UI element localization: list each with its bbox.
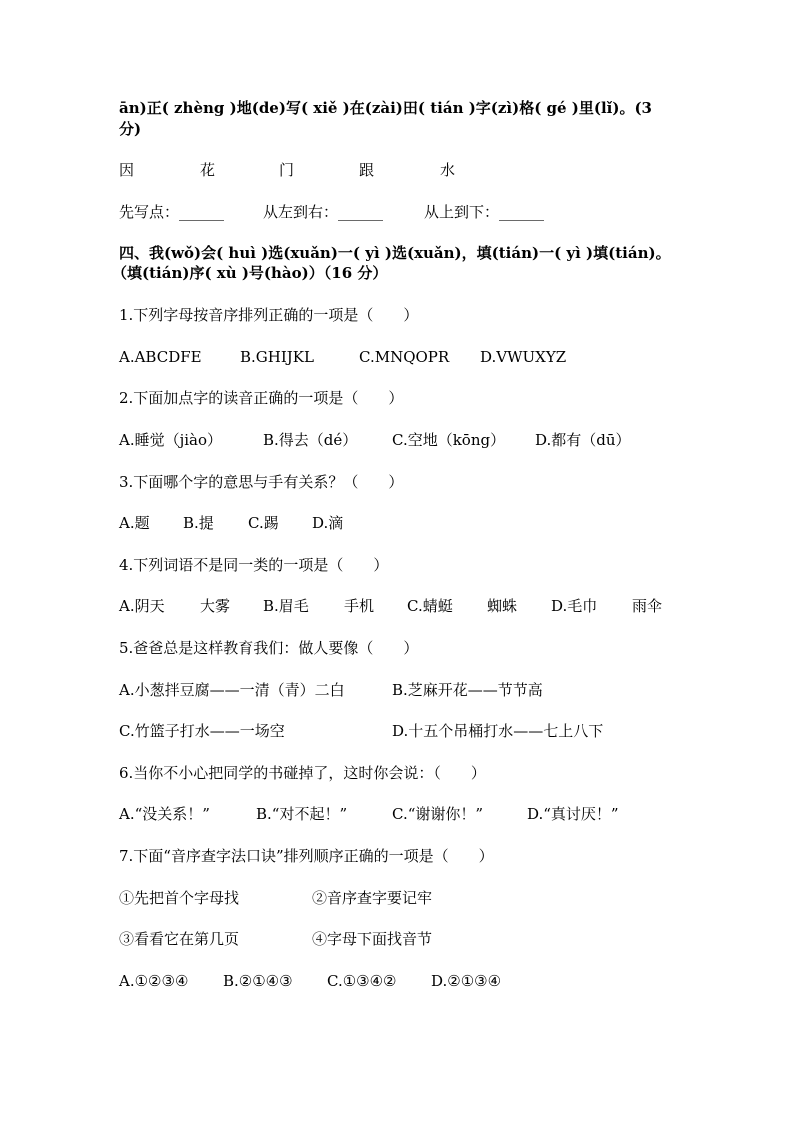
rhyme-item: ③看看它在第几页 bbox=[119, 930, 240, 948]
option-b: B.得去（dé） bbox=[263, 431, 358, 449]
character-item: 因 bbox=[119, 161, 135, 179]
question-1-stem: 1.下列字母按音序排列正确的一项是（ ） bbox=[119, 306, 419, 324]
option-c: C.空地（kōng） bbox=[392, 431, 506, 449]
question-6-stem: 6.当你不小心把同学的书碰掉了，这时你会说：（ ） bbox=[119, 764, 486, 782]
option-a: A.小葱拌豆腐——一清（青）二白 bbox=[119, 681, 345, 699]
section-3-title-line-2: 分) bbox=[119, 120, 142, 138]
option-c: C.①③④② bbox=[327, 972, 397, 990]
question-4-stem: 4.下列词语不是同一类的一项是（ ） bbox=[119, 556, 389, 574]
fill-blank-top-to-bottom: 从上到下：______ bbox=[424, 203, 545, 221]
question-2-stem: 2.下面加点字的读音正确的一项是（ ） bbox=[119, 389, 404, 407]
option-c: C.竹篮子打水——一场空 bbox=[119, 722, 285, 740]
rhyme-item: ①先把首个字母找 bbox=[119, 889, 240, 907]
option-b: B.GHIJKL bbox=[240, 348, 314, 366]
option-c: C.MNQOPR bbox=[359, 348, 450, 366]
option-word: 蜘蛛 bbox=[487, 597, 518, 615]
option-d: D.都有（dū） bbox=[535, 431, 631, 449]
option-c: C.蜻蜓 bbox=[407, 597, 453, 615]
option-a: A.题 bbox=[119, 514, 150, 532]
section-4-title-line-2: （填(tián)序( xù )号(hào)）（16 分） bbox=[112, 264, 388, 282]
option-c: C.“谢谢你！” bbox=[392, 805, 484, 823]
fill-blank-first-stroke: 先写点：______ bbox=[119, 203, 225, 221]
option-c: C.踢 bbox=[248, 514, 279, 532]
section-3-title-line-1: ān)正( zhèng )地(de)写( xiě )在(zài)田( tián )字(zì)格( gé )里(lǐ)。(3 bbox=[119, 99, 652, 117]
option-d: D.毛巾 bbox=[551, 597, 598, 615]
option-d: D.滴 bbox=[312, 514, 344, 532]
option-b: B.芝麻开花——节节高 bbox=[392, 681, 543, 699]
question-3-stem: 3.下面哪个字的意思与手有关系？（ ） bbox=[119, 473, 404, 491]
option-a: A.“没关系！” bbox=[119, 805, 210, 823]
question-7-stem: 7.下面“音序查字法口诀”排列顺序正确的一项是（ ） bbox=[119, 847, 494, 865]
option-word: 手机 bbox=[344, 597, 375, 615]
option-a: A.ABCDFE bbox=[119, 348, 202, 366]
option-word: 雨伞 bbox=[632, 597, 663, 615]
rhyme-item: ④字母下面找音节 bbox=[312, 930, 433, 948]
option-b: B.②①④③ bbox=[223, 972, 293, 990]
option-b: B.眉毛 bbox=[263, 597, 309, 615]
option-a: A.阴天 bbox=[119, 597, 165, 615]
character-item: 水 bbox=[440, 161, 456, 179]
option-a: A.①②③④ bbox=[119, 972, 189, 990]
option-d: D.十五个吊桶打水——七上八下 bbox=[392, 722, 604, 740]
question-5-stem: 5.爸爸总是这样教育我们：做人要像（ ） bbox=[119, 639, 419, 657]
character-item: 门 bbox=[279, 161, 295, 179]
fill-blank-left-to-right: 从左到右：______ bbox=[263, 203, 384, 221]
option-word: 大雾 bbox=[200, 597, 231, 615]
option-d: D.②①③④ bbox=[431, 972, 502, 990]
option-d: D.VWUXYZ bbox=[480, 348, 567, 366]
option-d: D.“真讨厌！” bbox=[527, 805, 619, 823]
rhyme-item: ②音序查字要记牢 bbox=[312, 889, 433, 907]
option-b: B.“对不起！” bbox=[256, 805, 348, 823]
option-a: A.睡觉（jiào） bbox=[119, 431, 223, 449]
option-b: B.提 bbox=[183, 514, 214, 532]
section-4-title-line-1: 四、我(wǒ)会( huì )选(xuǎn)一( yì )选(xuǎn)，填(tián)一( yì )填(tián)。 bbox=[119, 244, 671, 262]
character-item: 花 bbox=[200, 161, 216, 179]
character-item: 跟 bbox=[359, 161, 375, 179]
